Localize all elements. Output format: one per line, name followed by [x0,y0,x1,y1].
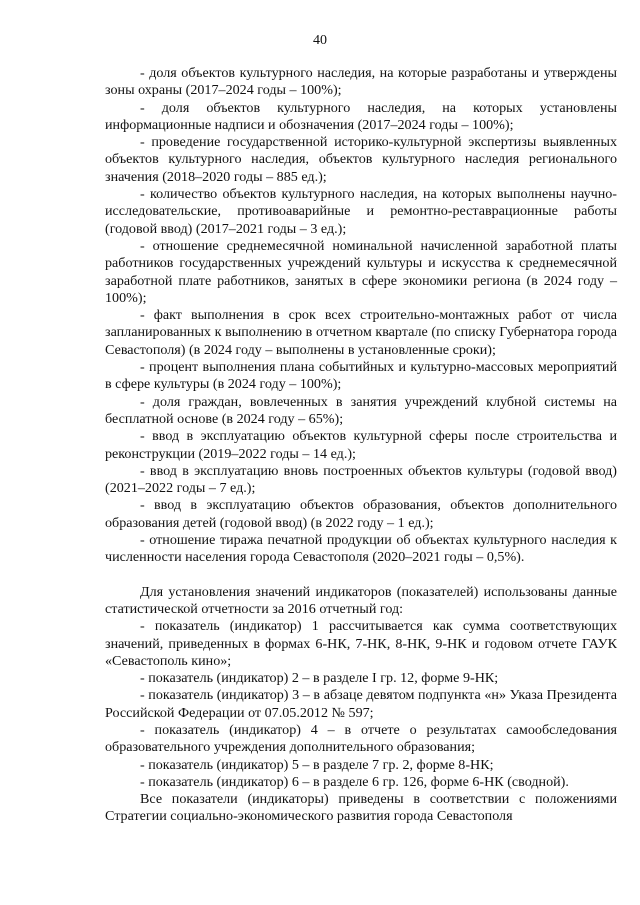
source-item: - показатель (индикатор) 6 – в разделе 6 гр. 126, форме 6-НК (сводной). [140,773,569,790]
source-item: - показатель (индикатор) 3 – в абзаце девятом подпункта «н» Указа Президента Российской Федерации от 07.05.2012 № 597; [105,687,617,721]
statistics-intro-paragraph: Для установления значений индикаторов (показателей) использованы данные статистической отчетности за 2016 отчетный год: [105,583,617,617]
source-item: - показатель (индикатор) 1 рассчитывается как сумма соответствующих значений, приведенных в формах 6-НК, 7-НК, 8-НК, 9-НК и годовом отчете ГАУК «Севастополь кино»; [105,618,617,669]
indicator-item: - отношение среднемесячной номинальной начисленной заработной платы работников государственных учреждений культуры и искусства к среднемесячной заработной плате работников, занятых в сфере экономики региона (в 2024 году – 100%); [105,237,617,306]
indicator-item: - ввод в эксплуатацию вновь построенных объектов культуры (годовой ввод) (2021–2022 годы – 7 ед.); [105,462,617,497]
page-number: 40 [313,33,327,48]
source-item: - показатель (индикатор) 4 – в отчете о результатах самообследования образовательного учреждения дополнительного образования; [105,721,617,756]
document-body [105,65,617,826]
source-item: - показатель (индикатор) 2 – в разделе I гр. 12, форме 9-НК; [140,670,499,687]
indicator-item: - ввод в эксплуатацию объектов культурной сферы после строительства и реконструкции (2019–2022 годы – 14 ед.); [105,428,617,462]
indicator-item: - проведение государственной историко-культурной экспертизы выявленных объектов культурного наследия, объектов культурного наследия регионального значения (2018–2020 годы – 885 ед.); [105,134,617,185]
closing-paragraph: Все показатели (индикаторы) приведены в соответствии с положениями Стратегии социально-экономического развития города Севастополя [105,791,617,825]
indicator-item: - процент выполнения плана событийных и культурно-массовых мероприятий в сфере культуры (в 2024 году – 100%); [105,359,617,393]
indicator-item: - ввод в эксплуатацию объектов образования, объектов дополнительного образования детей (годовой ввод) (в 2022 году – 1 ед.); [105,497,617,531]
indicator-item: - факт выполнения в срок всех строительно-монтажных работ от числа запланированных к выполнению в отчетном квартале (по списку Губернатора города Севастополя) (в 2024 году – выполнены в установленные сроки); [105,307,617,358]
indicator-item: - доля объектов культурного наследия, на которых установлены информационные надписи и обозначения (2017–2024 годы – 100%); [105,99,617,133]
indicator-item: - количество объектов культурного наследия, на которых выполнены научно-исследовательские, противоаварийные и ремонтно-реставрационные работы (годовой ввод) (2017–2021 годы – 3 ед.); [105,186,617,237]
indicator-item: - отношение тиража печатной продукции об объектах культурного наследия к численности населения города Севастополя (2020–2021 годы – 0,5%). [105,532,617,566]
indicator-item: - доля граждан, вовлеченных в занятия учреждений клубной системы на бесплатной основе (в 2024 году – 65%); [105,393,617,427]
indicator-item: - доля объектов культурного наследия, на которые разработаны и утверждены зоны охраны (2017–2024 годы – 100%); [105,65,617,99]
source-item: - показатель (индикатор) 5 – в разделе 7 гр. 2, форме 8-НК; [140,756,494,773]
